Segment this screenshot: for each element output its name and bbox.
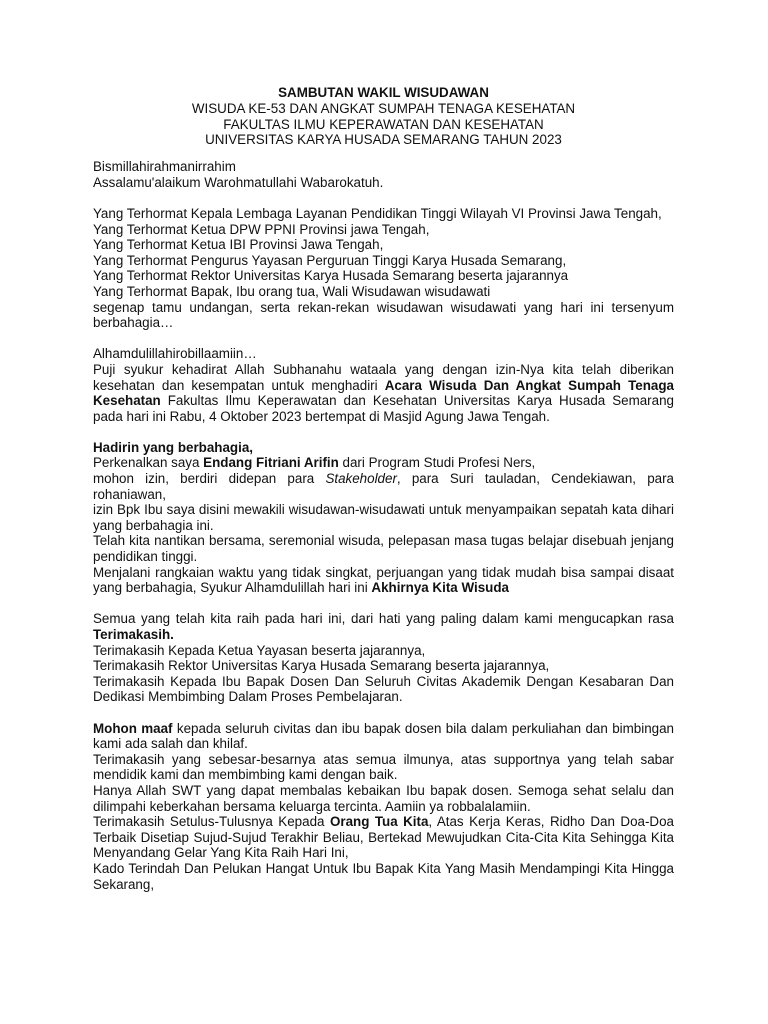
intro-text: mohon izin, berdiri didepan para	[93, 471, 326, 487]
document-title: SAMBUTAN WAKIL WISUDAWAN	[278, 85, 489, 100]
greeting-line: Yang Terhormat Kepala Lembaga Layanan Pendidikan Tinggi Wilayah VI Provinsi Jawa Tengah,	[93, 205, 662, 221]
event-subtitle: WISUDA KE-53 DAN ANGKAT SUMPAH TENAGA KESEHATAN	[191, 100, 576, 116]
apology-paragraph	[93, 814, 674, 861]
apology-paragraph: Terimakasih yang sebesar-besarnya atas semua ilmunya, atas supportnya yang telah sabar mendidik kami dan membimbing kami dengan baik.	[93, 751, 674, 783]
introduction-section	[93, 440, 674, 596]
stakeholder-italic: Stakeholder	[325, 471, 397, 487]
thanks-paragraph: Terimakasih Kepada Ibu Bapak Dosen Dan Seluruh Civitas Akademik Dengan Kesabaran Dan Dedikasi Membimbing Dalam Proses Pembelajaran.	[93, 673, 674, 705]
gratitude-section	[93, 346, 674, 424]
thanks-text: Semua yang telah kita raih pada hari ini, dari hati yang paling dalam kami mengucapkan rasa	[93, 611, 674, 627]
intro-text-end: dari Program Studi Profesi Ners,	[338, 455, 536, 471]
thanks-section	[93, 611, 674, 705]
university-subtitle: UNIVERSITAS KARYA HUSADA SEMARANG TAHUN 2023	[205, 132, 562, 148]
greeting-line: Yang Terhormat Rektor Universitas Karya Husada Semarang beserta jajarannya	[93, 268, 569, 284]
apology-text: Terimakasih Setulus-Tulusnya Kepada	[93, 814, 330, 830]
salam-text: Assalamu'alaikum Warohmatullahi Wabarokatuh.	[93, 174, 384, 190]
gratitude-text: Puji syukur kehadirat Allah Subhanahu wataala yang dengan izin-Nya kita telah diberikan kesehatan dan kesempatan untuk menghadiri	[93, 361, 674, 393]
gratitude-paragraph	[93, 362, 674, 424]
intro-text: Menjalani rangkaian waktu yang tidak singkat, perjuangan yang tidak mudah bisa sampai disaat yang berbahagia, Syukur Alhamdulillah hari ini	[93, 564, 674, 596]
faculty-subtitle: FAKULTAS ILMU KEPERAWATAN DAN KESEHATAN	[223, 116, 544, 132]
intro-paragraph: izin Bpk Ibu saya disini mewakili wisudawan-wisudawati untuk menyampaikan sepatah kata dihari yang berbahagia ini.	[93, 502, 674, 533]
apology-text-end: , Atas Kerja Keras, Ridho Dan Doa-Doa Terbaik Disetiap Sujud-Sujud Terakhir Beliau, Bertekad Mewujudkan Cita-Cita Kita Sehingga Kita Menyandang Gelar Yang Kita Raih Hari Ini,	[93, 814, 674, 861]
opening-section	[93, 159, 674, 190]
heading-bold: Hadirin yang berbahagia,	[93, 439, 253, 455]
apology-paragraph: Kado Terindah Dan Pelukan Hangat Untuk Ibu Bapak Kita Yang Masih Mendampingi Kita Hingga Sekarang,	[93, 860, 674, 892]
section-heading	[93, 440, 674, 456]
thanks-paragraph: Terimakasih Kepada Ketua Yayasan beserta jajarannya,	[93, 642, 426, 658]
apology-paragraph: Hanya Allah SWT yang dapat membalas kebaikan Ibu bapak dosen. Semoga sehat selalu dan dilimpahi keberkahan bersama keluarga tercinta. Aamiin ya robbalalamiin.	[93, 782, 674, 814]
greeting-line: Yang Terhormat Ketua DPW PPNI Provinsi jawa Tengah,	[93, 221, 430, 237]
mohon-maaf-bold: Mohon maaf	[93, 720, 173, 736]
alhamdulillah-text: Alhamdulillahirobillaamiin…	[93, 346, 257, 362]
intro-text: Perkenalkan saya	[93, 455, 204, 471]
terimakasih-bold: Terimakasih.	[93, 627, 174, 642]
greeting-line: Yang Terhormat Bapak, Ibu orang tua, Wali Wisudawan wisudawati	[93, 283, 491, 299]
orang-tua-bold: Orang Tua Kita	[329, 814, 429, 830]
greeting-line: Yang Terhormat Ketua IBI Provinsi Jawa Tengah,	[93, 237, 384, 253]
event-name-bold: Acara Wisuda Dan Angkat Sumpah Tenaga Kesehatan	[93, 377, 674, 409]
thanks-paragraph	[93, 611, 674, 642]
apology-text: kepada seluruh civitas dan ibu bapak dosen bila dalam perkuliahan dan bimbingan kami ada salah dan khilaf.	[93, 720, 674, 752]
intro-paragraph	[93, 565, 674, 596]
greeting-line: segenap tamu undangan, serta rekan-rekan wisudawan wisudawati yang hari ini tersenyum berbahagia…	[93, 299, 674, 331]
intro-paragraph	[93, 455, 674, 471]
thanks-paragraph: Terimakasih Rektor Universitas Karya Husada Semarang beserta jajarannya,	[93, 658, 550, 674]
gratitude-text-end: Fakultas Ilmu Keperawatan dan Kesehatan Universitas Karya Husada Semarang pada hari ini Rabu, 4 Oktober 2023 bertempat di Masjid Agung Jawa Tengah.	[93, 393, 674, 424]
bismillah-text: Bismillahirahmanirrahim	[93, 159, 236, 175]
wisuda-bold: Akhirnya Kita Wisuda	[371, 580, 509, 596]
greetings-section	[93, 206, 674, 331]
document-header	[93, 85, 674, 148]
apology-paragraph	[93, 721, 674, 752]
greeting-line: Yang Terhormat Pengurus Yayasan Perguruan Tinggi Karya Husada Semarang,	[93, 252, 567, 268]
intro-text-end: , para Suri tauladan, Cendekiawan, para rohaniawan,	[93, 471, 675, 502]
speaker-name: Endang Fitriani Arifin	[203, 455, 339, 471]
intro-paragraph: Telah kita nantikan bersama, seremonial wisuda, pelepasan masa tugas belajar disebuah jenjang pendidikan tinggi.	[93, 533, 674, 565]
apology-section	[93, 721, 674, 893]
intro-paragraph	[93, 471, 674, 502]
